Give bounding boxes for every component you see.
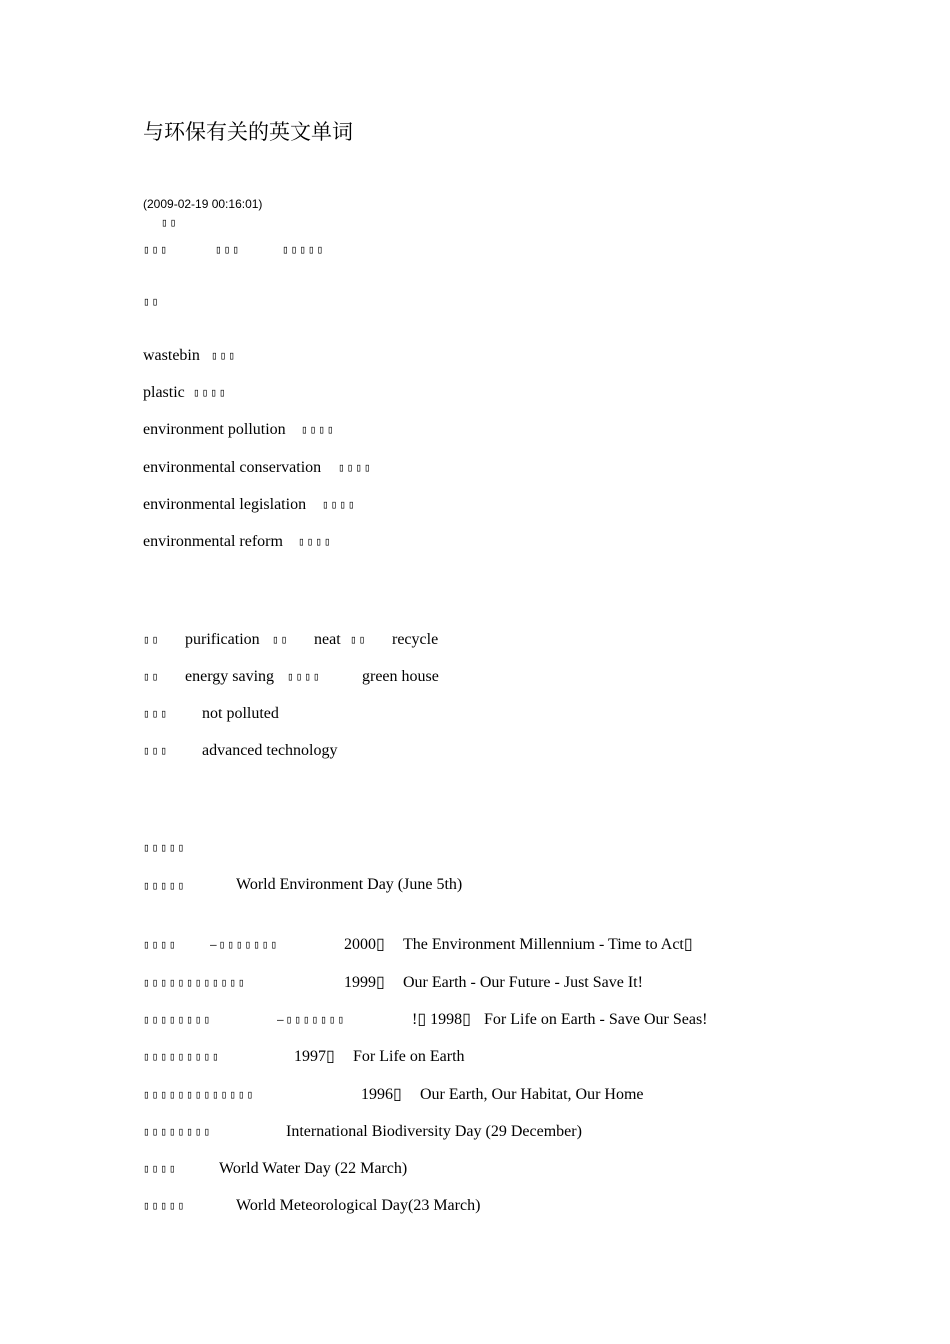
row-zh: ▯▯▯ — [143, 744, 169, 757]
vocab-zh: ▯▯▯▯ — [322, 498, 357, 511]
theme-en: For Life on Earth - Save Our Seas! — [484, 1011, 708, 1028]
header-col-2: ▯▯▯ — [215, 243, 241, 256]
row-en: not polluted — [202, 705, 279, 722]
theme-zh: ▯▯▯▯▯▯▯▯▯▯▯▯ — [143, 976, 247, 989]
vocab-en: wastebin — [143, 347, 200, 364]
day-zh: ▯▯▯▯ — [143, 1162, 178, 1175]
vocab-zh: ▯▯▯▯ — [301, 423, 336, 436]
theme-en: The Environment Millennium - Time to Act▯ — [403, 936, 693, 953]
theme-zh: ▯▯▯▯▯▯▯▯▯ — [143, 1050, 221, 1063]
vocab-zh: ▯▯▯ — [211, 349, 237, 362]
theme-zh: ▯▯▯▯▯▯▯▯ — [143, 1013, 212, 1026]
vocab-en: plastic — [143, 384, 185, 401]
day-en: International Biodiversity Day (29 December) — [286, 1123, 582, 1140]
row-en: recycle — [392, 631, 439, 648]
vocab-en: environmental reform — [143, 533, 283, 550]
row-zh: ▯▯ — [272, 633, 290, 646]
theme-year: 1999▯ — [344, 974, 385, 991]
theme-year: 2000▯ — [344, 936, 385, 953]
section-heading: ▯▯▯▯▯ — [143, 841, 187, 854]
row-en: green house — [362, 668, 439, 685]
row-zh: ▯▯▯▯ — [287, 670, 322, 683]
vocab-zh: ▯▯▯▯ — [193, 386, 228, 399]
row-en: advanced technology — [202, 742, 338, 759]
row-zh: ▯▯ — [350, 633, 368, 646]
vocab-zh: ▯▯▯▯ — [338, 461, 373, 474]
theme-en: For Life on Earth — [353, 1048, 465, 1065]
row-zh: ▯▯ — [143, 670, 161, 683]
header-col-1: ▯▯▯ — [143, 243, 169, 256]
theme-year: 1997▯ — [294, 1048, 335, 1065]
vocab-en: environmental conservation — [143, 459, 322, 476]
theme-year: !▯ 1998▯ — [412, 1011, 471, 1028]
theme-en: Our Earth, Our Habitat, Our Home — [420, 1086, 644, 1103]
day-en: World Meteorological Day(23 March) — [236, 1197, 481, 1214]
document-title: 与环保有关的英文单词 — [143, 120, 353, 144]
theme-en: Our Earth - Our Future - Just Save It! — [403, 974, 643, 991]
row-zh: ▯▯ — [143, 633, 161, 646]
vocab-en: environmental legislation — [143, 496, 307, 513]
post-date: (2009-02-19 00:16:01) — [143, 197, 263, 211]
row-en: energy saving — [185, 668, 275, 685]
section-heading: ▯▯ — [143, 295, 161, 308]
theme-dash: —▯▯▯▯▯▯▯ — [210, 938, 279, 951]
env-day-en: World Environment Day (June 5th) — [236, 876, 463, 893]
day-zh: ▯▯▯▯▯▯▯▯ — [143, 1125, 212, 1138]
theme-zh: ▯▯▯▯▯▯▯▯▯▯▯▯▯ — [143, 1088, 256, 1101]
header-col-3: ▯▯▯▯▯ — [282, 243, 326, 256]
env-day-zh: ▯▯▯▯▯ — [143, 879, 187, 892]
row-en: neat — [314, 631, 341, 648]
header-line: ▯▯ — [161, 216, 179, 229]
row-en: purification — [185, 631, 260, 648]
theme-year: 1996▯ — [361, 1086, 402, 1103]
vocab-zh: ▯▯▯▯ — [298, 535, 333, 548]
theme-zh: ▯▯▯▯ — [143, 938, 178, 951]
theme-dash: —▯▯▯▯▯▯▯ — [277, 1013, 346, 1026]
vocab-en: environment pollution — [143, 421, 286, 438]
day-en: World Water Day (22 March) — [219, 1160, 408, 1177]
row-zh: ▯▯▯ — [143, 707, 169, 720]
day-zh: ▯▯▯▯▯ — [143, 1199, 187, 1212]
